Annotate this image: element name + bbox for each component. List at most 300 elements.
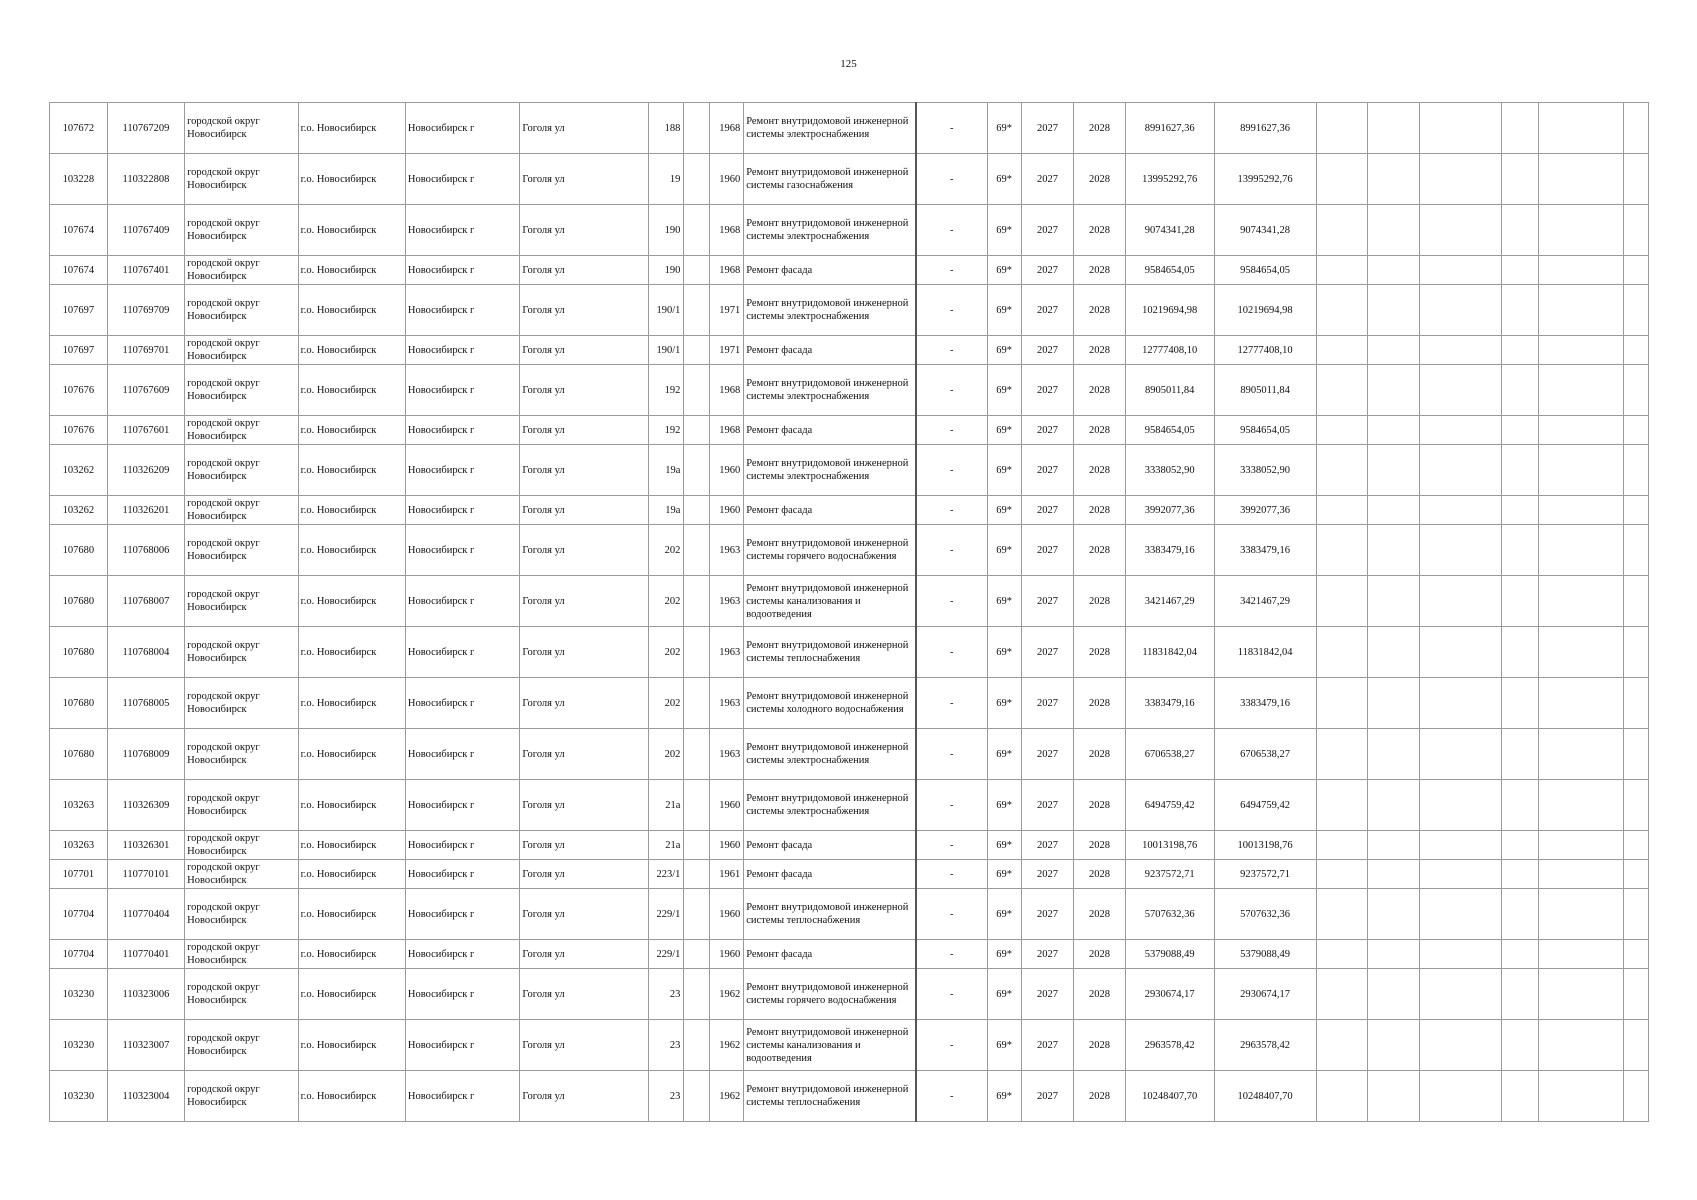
cell-empty	[1624, 780, 1649, 831]
cell-empty	[1316, 831, 1368, 860]
cell-empty	[1624, 1020, 1649, 1071]
cell-percent: 69*	[987, 285, 1021, 336]
cell-cost-fund: 5707632,36	[1214, 889, 1316, 940]
cell-city: Новосибирск г	[405, 416, 520, 445]
cell-extra	[684, 496, 710, 525]
cell-dash: -	[916, 969, 987, 1020]
cell-empty	[1539, 365, 1624, 416]
cell-percent: 69*	[987, 525, 1021, 576]
cell-municipality: городской округ Новосибирск	[185, 1020, 298, 1071]
cell-municipality: городской округ Новосибирск	[185, 729, 298, 780]
cell-district: г.о. Новосибирск	[298, 889, 405, 940]
cell-extra	[684, 576, 710, 627]
cell-percent: 69*	[987, 445, 1021, 496]
cell-municipality: городской округ Новосибирск	[185, 445, 298, 496]
cell-municipality: городской округ Новосибирск	[185, 627, 298, 678]
cell-city: Новосибирск г	[405, 780, 520, 831]
cell-house: 202	[649, 525, 684, 576]
cell-cost-total: 11831842,04	[1125, 627, 1214, 678]
table-row	[50, 1071, 1649, 1122]
cell-year: 1962	[710, 1020, 744, 1071]
cell-empty	[1316, 256, 1368, 285]
table-row	[50, 336, 1649, 365]
cell-extra	[684, 445, 710, 496]
cell-extra	[684, 336, 710, 365]
cell-empty	[1502, 1020, 1539, 1071]
cell-work: Ремонт внутридомовой инженерной системы электроснабжения	[744, 365, 916, 416]
cell-year-start: 2027	[1021, 365, 1074, 416]
cell-cost-total: 9237572,71	[1125, 860, 1214, 889]
cell-year-start: 2027	[1021, 525, 1074, 576]
cell-work: Ремонт фасада	[744, 496, 916, 525]
cell-cost-fund: 10248407,70	[1214, 1071, 1316, 1122]
cell-empty	[1624, 627, 1649, 678]
cell-empty	[1624, 103, 1649, 154]
cell-code: 110768006	[107, 525, 184, 576]
cell-empty	[1624, 154, 1649, 205]
cell-municipality: городской округ Новосибирск	[185, 205, 298, 256]
cell-year-start: 2027	[1021, 445, 1074, 496]
cell-empty	[1624, 496, 1649, 525]
cell-municipality: городской округ Новосибирск	[185, 678, 298, 729]
cell-code: 110322808	[107, 154, 184, 205]
cell-year-start: 2027	[1021, 780, 1074, 831]
cell-house: 21а	[649, 831, 684, 860]
cell-code: 110769709	[107, 285, 184, 336]
table-row	[50, 940, 1649, 969]
cell-extra	[684, 1071, 710, 1122]
cell-empty	[1316, 940, 1368, 969]
cell-id: 107680	[50, 729, 108, 780]
cell-empty	[1368, 496, 1420, 525]
cell-id: 107697	[50, 336, 108, 365]
cell-cost-fund: 8991627,36	[1214, 103, 1316, 154]
cell-year: 1963	[710, 729, 744, 780]
cell-code: 110326209	[107, 445, 184, 496]
cell-year: 1960	[710, 496, 744, 525]
cell-cost-fund: 3992077,36	[1214, 496, 1316, 525]
cell-cost-fund: 12777408,10	[1214, 336, 1316, 365]
cell-cost-fund: 3383479,16	[1214, 525, 1316, 576]
cell-empty	[1502, 860, 1539, 889]
cell-empty	[1368, 365, 1420, 416]
cell-house: 223/1	[649, 860, 684, 889]
cell-empty	[1502, 154, 1539, 205]
cell-cost-fund: 2963578,42	[1214, 1020, 1316, 1071]
cell-year: 1960	[710, 780, 744, 831]
cell-cost-total: 2963578,42	[1125, 1020, 1214, 1071]
cell-house: 229/1	[649, 940, 684, 969]
cell-empty	[1502, 831, 1539, 860]
cell-house: 190	[649, 256, 684, 285]
cell-year-start: 2027	[1021, 576, 1074, 627]
cell-empty	[1539, 1020, 1624, 1071]
cell-empty	[1624, 678, 1649, 729]
cell-house: 192	[649, 416, 684, 445]
table-row	[50, 205, 1649, 256]
cell-work: Ремонт фасада	[744, 940, 916, 969]
cell-year: 1968	[710, 103, 744, 154]
cell-percent: 69*	[987, 256, 1021, 285]
cell-city: Новосибирск г	[405, 154, 520, 205]
cell-cost-fund: 6494759,42	[1214, 780, 1316, 831]
cell-empty	[1624, 256, 1649, 285]
cell-cost-fund: 9074341,28	[1214, 205, 1316, 256]
cell-city: Новосибирск г	[405, 969, 520, 1020]
cell-empty	[1539, 525, 1624, 576]
cell-year-end: 2028	[1074, 285, 1126, 336]
cell-id: 103263	[50, 780, 108, 831]
cell-work: Ремонт внутридомовой инженерной системы холодного водоснабжения	[744, 678, 916, 729]
cell-empty	[1419, 416, 1502, 445]
cell-empty	[1419, 678, 1502, 729]
cell-percent: 69*	[987, 889, 1021, 940]
cell-year: 1960	[710, 889, 744, 940]
cell-city: Новосибирск г	[405, 576, 520, 627]
cell-district: г.о. Новосибирск	[298, 154, 405, 205]
cell-empty	[1624, 860, 1649, 889]
cell-cost-total: 8991627,36	[1125, 103, 1214, 154]
cell-year: 1968	[710, 256, 744, 285]
cell-cost-total: 3383479,16	[1125, 525, 1214, 576]
table-body	[50, 103, 1649, 1122]
cell-municipality: городской округ Новосибирск	[185, 496, 298, 525]
cell-year-end: 2028	[1074, 576, 1126, 627]
cell-street: Гоголя ул	[520, 285, 649, 336]
table-row	[50, 256, 1649, 285]
table-row	[50, 525, 1649, 576]
cell-street: Гоголя ул	[520, 445, 649, 496]
cell-empty	[1316, 860, 1368, 889]
cell-empty	[1539, 889, 1624, 940]
cell-id: 103230	[50, 1020, 108, 1071]
table-row	[50, 627, 1649, 678]
cell-year: 1968	[710, 365, 744, 416]
cell-extra	[684, 416, 710, 445]
cell-empty	[1502, 256, 1539, 285]
table-row	[50, 285, 1649, 336]
cell-year: 1961	[710, 860, 744, 889]
cell-code: 110323006	[107, 969, 184, 1020]
table-row	[50, 416, 1649, 445]
cell-city: Новосибирск г	[405, 365, 520, 416]
cell-empty	[1368, 445, 1420, 496]
table-row	[50, 860, 1649, 889]
cell-empty	[1419, 256, 1502, 285]
cell-year: 1971	[710, 285, 744, 336]
cell-empty	[1539, 729, 1624, 780]
cell-empty	[1316, 205, 1368, 256]
cell-empty	[1316, 525, 1368, 576]
cell-district: г.о. Новосибирск	[298, 445, 405, 496]
cell-empty	[1316, 969, 1368, 1020]
cell-empty	[1368, 729, 1420, 780]
cell-code: 110767209	[107, 103, 184, 154]
cell-empty	[1624, 416, 1649, 445]
cell-code: 110323004	[107, 1071, 184, 1122]
cell-cost-fund: 3338052,90	[1214, 445, 1316, 496]
cell-extra	[684, 969, 710, 1020]
cell-empty	[1502, 336, 1539, 365]
cell-cost-fund: 9237572,71	[1214, 860, 1316, 889]
cell-extra	[684, 889, 710, 940]
table-row	[50, 969, 1649, 1020]
cell-cost-total: 3992077,36	[1125, 496, 1214, 525]
cell-id: 107680	[50, 576, 108, 627]
cell-year-start: 2027	[1021, 285, 1074, 336]
cell-empty	[1624, 285, 1649, 336]
cell-empty	[1624, 525, 1649, 576]
cell-extra	[684, 285, 710, 336]
cell-empty	[1368, 416, 1420, 445]
cell-city: Новосибирск г	[405, 860, 520, 889]
cell-house: 23	[649, 969, 684, 1020]
cell-cost-fund: 8905011,84	[1214, 365, 1316, 416]
page-number: 125	[840, 58, 857, 70]
cell-city: Новосибирск г	[405, 445, 520, 496]
cell-empty	[1419, 889, 1502, 940]
cell-year: 1963	[710, 525, 744, 576]
cell-work: Ремонт внутридомовой инженерной системы электроснабжения	[744, 103, 916, 154]
cell-empty	[1316, 103, 1368, 154]
cell-cost-fund: 10013198,76	[1214, 831, 1316, 860]
cell-empty	[1502, 729, 1539, 780]
cell-empty	[1316, 445, 1368, 496]
cell-percent: 69*	[987, 729, 1021, 780]
cell-house: 190	[649, 205, 684, 256]
cell-district: г.о. Новосибирск	[298, 729, 405, 780]
cell-work: Ремонт внутридомовой инженерной системы теплоснабжения	[744, 889, 916, 940]
cell-empty	[1502, 205, 1539, 256]
cell-extra	[684, 860, 710, 889]
cell-year-start: 2027	[1021, 336, 1074, 365]
cell-district: г.о. Новосибирск	[298, 103, 405, 154]
cell-empty	[1368, 1071, 1420, 1122]
cell-work: Ремонт внутридомовой инженерной системы теплоснабжения	[744, 1071, 916, 1122]
cell-extra	[684, 780, 710, 831]
cell-street: Гоголя ул	[520, 969, 649, 1020]
cell-work: Ремонт внутридомовой инженерной системы электроснабжения	[744, 445, 916, 496]
cell-house: 192	[649, 365, 684, 416]
cell-municipality: городской округ Новосибирск	[185, 860, 298, 889]
cell-work: Ремонт фасада	[744, 831, 916, 860]
cell-street: Гоголя ул	[520, 940, 649, 969]
cell-empty	[1368, 103, 1420, 154]
cell-empty	[1419, 627, 1502, 678]
cell-cost-total: 9584654,05	[1125, 416, 1214, 445]
cell-percent: 69*	[987, 154, 1021, 205]
cell-empty	[1502, 496, 1539, 525]
cell-empty	[1539, 1071, 1624, 1122]
cell-work: Ремонт внутридомовой инженерной системы электроснабжения	[744, 205, 916, 256]
cell-work: Ремонт фасада	[744, 336, 916, 365]
cell-street: Гоголя ул	[520, 831, 649, 860]
cell-empty	[1316, 780, 1368, 831]
cell-district: г.о. Новосибирск	[298, 336, 405, 365]
cell-house: 19	[649, 154, 684, 205]
cell-id: 107697	[50, 285, 108, 336]
cell-percent: 69*	[987, 969, 1021, 1020]
cell-year: 1960	[710, 154, 744, 205]
cell-empty	[1316, 154, 1368, 205]
cell-id: 107672	[50, 103, 108, 154]
cell-district: г.о. Новосибирск	[298, 969, 405, 1020]
cell-cost-total: 3383479,16	[1125, 678, 1214, 729]
cell-house: 229/1	[649, 889, 684, 940]
cell-empty	[1316, 678, 1368, 729]
cell-extra	[684, 627, 710, 678]
cell-city: Новосибирск г	[405, 831, 520, 860]
cell-district: г.о. Новосибирск	[298, 256, 405, 285]
cell-house: 23	[649, 1020, 684, 1071]
cell-year-end: 2028	[1074, 1071, 1126, 1122]
cell-year-end: 2028	[1074, 103, 1126, 154]
cell-year-end: 2028	[1074, 627, 1126, 678]
cell-dash: -	[916, 1071, 987, 1122]
cell-year-start: 2027	[1021, 969, 1074, 1020]
cell-street: Гоголя ул	[520, 1020, 649, 1071]
cell-empty	[1624, 831, 1649, 860]
cell-dash: -	[916, 678, 987, 729]
cell-district: г.о. Новосибирск	[298, 205, 405, 256]
cell-id: 107680	[50, 627, 108, 678]
cell-empty	[1502, 365, 1539, 416]
cell-year-end: 2028	[1074, 889, 1126, 940]
cell-municipality: городской округ Новосибирск	[185, 285, 298, 336]
cell-id: 107680	[50, 525, 108, 576]
cell-year: 1968	[710, 416, 744, 445]
cell-dash: -	[916, 525, 987, 576]
cell-empty	[1539, 103, 1624, 154]
cell-empty	[1368, 969, 1420, 1020]
cell-empty	[1624, 940, 1649, 969]
cell-empty	[1539, 860, 1624, 889]
cell-district: г.о. Новосибирск	[298, 627, 405, 678]
cell-district: г.о. Новосибирск	[298, 940, 405, 969]
cell-empty	[1419, 780, 1502, 831]
cell-year-start: 2027	[1021, 496, 1074, 525]
cell-district: г.о. Новосибирск	[298, 831, 405, 860]
cell-empty	[1539, 969, 1624, 1020]
cell-year-end: 2028	[1074, 336, 1126, 365]
cell-city: Новосибирск г	[405, 285, 520, 336]
cell-dash: -	[916, 285, 987, 336]
cell-empty	[1539, 831, 1624, 860]
cell-empty	[1419, 831, 1502, 860]
cell-empty	[1624, 1071, 1649, 1122]
cell-id: 107701	[50, 860, 108, 889]
cell-year-end: 2028	[1074, 416, 1126, 445]
cell-percent: 69*	[987, 860, 1021, 889]
cell-year-end: 2028	[1074, 940, 1126, 969]
cell-work: Ремонт внутридомовой инженерной системы теплоснабжения	[744, 627, 916, 678]
cell-empty	[1316, 285, 1368, 336]
cell-empty	[1316, 576, 1368, 627]
cell-empty	[1419, 525, 1502, 576]
cell-code: 110323007	[107, 1020, 184, 1071]
cell-municipality: городской округ Новосибирск	[185, 103, 298, 154]
cell-empty	[1539, 154, 1624, 205]
cell-percent: 69*	[987, 1020, 1021, 1071]
cell-dash: -	[916, 780, 987, 831]
cell-extra	[684, 525, 710, 576]
cell-year: 1963	[710, 678, 744, 729]
cell-code: 110767409	[107, 205, 184, 256]
cell-code: 110769701	[107, 336, 184, 365]
cell-district: г.о. Новосибирск	[298, 576, 405, 627]
cell-street: Гоголя ул	[520, 154, 649, 205]
cell-empty	[1539, 678, 1624, 729]
cell-empty	[1502, 1071, 1539, 1122]
cell-empty	[1368, 1020, 1420, 1071]
cell-percent: 69*	[987, 831, 1021, 860]
cell-year: 1960	[710, 445, 744, 496]
cell-cost-total: 8905011,84	[1125, 365, 1214, 416]
cell-work: Ремонт внутридомовой инженерной системы электроснабжения	[744, 780, 916, 831]
cell-empty	[1316, 1020, 1368, 1071]
cell-empty	[1419, 1020, 1502, 1071]
cell-year-end: 2028	[1074, 525, 1126, 576]
cell-year: 1963	[710, 627, 744, 678]
cell-municipality: городской округ Новосибирск	[185, 889, 298, 940]
cell-empty	[1419, 285, 1502, 336]
cell-cost-total: 3338052,90	[1125, 445, 1214, 496]
cell-street: Гоголя ул	[520, 365, 649, 416]
cell-year: 1963	[710, 576, 744, 627]
cell-empty	[1624, 365, 1649, 416]
cell-empty	[1419, 969, 1502, 1020]
cell-id: 107674	[50, 205, 108, 256]
cell-empty	[1368, 336, 1420, 365]
cell-year: 1960	[710, 940, 744, 969]
cell-empty	[1368, 860, 1420, 889]
cell-extra	[684, 103, 710, 154]
table-row	[50, 496, 1649, 525]
cell-empty	[1419, 729, 1502, 780]
cell-code: 110326309	[107, 780, 184, 831]
cell-dash: -	[916, 1020, 987, 1071]
cell-year-start: 2027	[1021, 1071, 1074, 1122]
cell-year-end: 2028	[1074, 1020, 1126, 1071]
cell-year: 1962	[710, 969, 744, 1020]
cell-year: 1962	[710, 1071, 744, 1122]
cell-id: 107676	[50, 365, 108, 416]
table-row	[50, 678, 1649, 729]
cell-cost-total: 10219694,98	[1125, 285, 1214, 336]
cell-city: Новосибирск г	[405, 678, 520, 729]
cell-dash: -	[916, 205, 987, 256]
cell-year-end: 2028	[1074, 365, 1126, 416]
cell-extra	[684, 678, 710, 729]
cell-city: Новосибирск г	[405, 496, 520, 525]
cell-year-end: 2028	[1074, 678, 1126, 729]
cell-empty	[1368, 940, 1420, 969]
cell-city: Новосибирск г	[405, 627, 520, 678]
cell-year-end: 2028	[1074, 445, 1126, 496]
cell-dash: -	[916, 256, 987, 285]
cell-empty	[1539, 445, 1624, 496]
cell-cost-fund: 9584654,05	[1214, 416, 1316, 445]
cell-year: 1968	[710, 205, 744, 256]
cell-municipality: городской округ Новосибирск	[185, 576, 298, 627]
cell-cost-fund: 3421467,29	[1214, 576, 1316, 627]
cell-dash: -	[916, 729, 987, 780]
cell-cost-total: 10248407,70	[1125, 1071, 1214, 1122]
cell-empty	[1368, 205, 1420, 256]
cell-year-start: 2027	[1021, 860, 1074, 889]
cell-empty	[1419, 1071, 1502, 1122]
cell-cost-fund: 3383479,16	[1214, 678, 1316, 729]
